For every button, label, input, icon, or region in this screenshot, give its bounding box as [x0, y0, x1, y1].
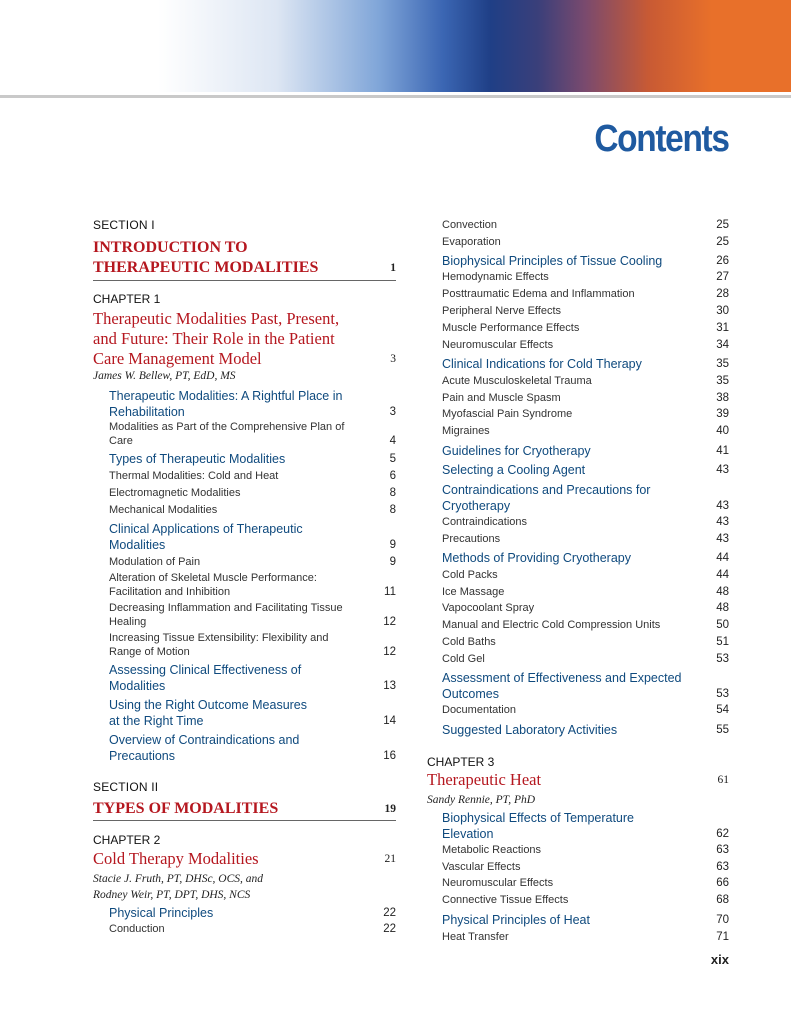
entry-title: Conduction	[109, 923, 165, 935]
entry-title: Overview of Contraindications and Precautions	[109, 733, 300, 763]
entry-title: Vascular Effects	[442, 861, 521, 873]
toc-subheading-entry[interactable]	[427, 305, 729, 319]
entry-page-number: 22	[383, 907, 396, 919]
header-banner	[0, 0, 791, 92]
entry-page-number: 43	[716, 500, 729, 512]
entry-title: Physical Principles of Heat	[442, 913, 590, 927]
entry-page-number: 44	[716, 569, 729, 581]
entry-page-number: 63	[716, 861, 729, 873]
entry-title: Manual and Electric Cold Compression Units	[442, 619, 661, 631]
entry-title: Myofascial Pain Syndrome	[442, 408, 573, 420]
toc-subheading-entry[interactable]	[93, 487, 396, 501]
entry-title: Posttraumatic Edema and Inflammation	[442, 288, 635, 300]
entry-title: Convection	[442, 219, 498, 231]
entry-page-number: 54	[716, 704, 729, 716]
toc-subheading-entry[interactable]	[427, 339, 729, 353]
entry-title: Types of Therapeutic Modalities	[109, 452, 286, 466]
toc-heading-entry[interactable]	[427, 253, 729, 269]
toc-subheading-entry[interactable]	[93, 421, 396, 448]
entry-page-number: 44	[716, 552, 729, 564]
entry-title: Alteration of Skeletal Muscle Performance: Facilitation and Inhibition	[109, 572, 317, 598]
entry-title: Modulation of Pain	[109, 556, 201, 568]
entry-title: CHAPTER 1	[93, 292, 161, 306]
toc-subheading-entry[interactable]	[427, 861, 729, 875]
entry-page-number: 61	[717, 774, 729, 786]
entry-page-number: 51	[716, 636, 729, 648]
toc-subheading-entry[interactable]	[93, 572, 396, 599]
toc-heading-entry[interactable]	[427, 356, 729, 372]
toc-subheading-entry[interactable]	[427, 894, 729, 908]
section-title[interactable]	[93, 799, 396, 819]
entry-page-number: 5	[389, 453, 396, 465]
entry-page-number: 31	[716, 322, 729, 334]
entry-title: Metabolic Reactions	[442, 844, 542, 856]
chapter-label	[93, 833, 396, 847]
entry-title: James W. Bellew, PT, EdD, MS	[93, 370, 236, 382]
header-rule	[0, 95, 791, 98]
toc-heading-entry[interactable]	[427, 810, 729, 842]
page-number: xix	[710, 952, 729, 967]
toc-subheading-entry[interactable]	[427, 586, 729, 600]
entry-title: CHAPTER 3	[427, 755, 495, 769]
chapter-title[interactable]	[93, 309, 396, 369]
entry-title: Neuromuscular Effects	[442, 339, 554, 351]
toc-heading-entry[interactable]	[93, 905, 396, 921]
toc-heading-entry[interactable]	[93, 732, 396, 764]
entry-title: Therapeutic Modalities: A Rightful Place in Rehabilitation	[109, 389, 343, 419]
chapter-title[interactable]	[93, 849, 396, 869]
entry-page-number: 39	[716, 408, 729, 420]
entry-title: Increasing Tissue Extensibility: Flexibility and Range of Motion	[109, 632, 329, 658]
entry-page-number: 53	[716, 688, 729, 700]
toc-subheading-entry[interactable]	[427, 704, 729, 718]
entry-title: Acute Musculoskeletal Trauma	[442, 375, 592, 387]
toc-heading-entry[interactable]	[427, 482, 729, 514]
entry-page-number: 8	[389, 487, 396, 499]
toc-heading-entry[interactable]	[93, 521, 396, 553]
entry-title: Cold Packs	[442, 569, 498, 581]
entry-title: Contraindications and Precautions for Cryotherapy	[442, 483, 651, 513]
toc-subheading-entry[interactable]	[427, 619, 729, 633]
entry-title: Hemodynamic Effects	[442, 271, 549, 283]
entry-page-number: 34	[716, 339, 729, 351]
entry-page-number: 13	[383, 680, 396, 692]
toc-subheading-entry[interactable]	[427, 516, 729, 530]
entry-title: Migraines	[442, 425, 490, 437]
toc-heading-entry[interactable]	[427, 550, 729, 566]
entry-title: SECTION I	[93, 218, 155, 232]
entry-page-number: 8	[389, 504, 396, 516]
section-divider	[93, 820, 396, 821]
entry-page-number: 3	[390, 353, 396, 365]
toc-subheading-entry[interactable]	[427, 219, 729, 233]
entry-page-number: 35	[716, 358, 729, 370]
toc-subheading-entry[interactable]	[427, 425, 729, 439]
entry-title: Therapeutic Heat	[427, 770, 542, 789]
entry-title: Assessment of Effectiveness and Expected Outcomes	[442, 671, 682, 701]
entry-page-number: 70	[716, 914, 729, 926]
entry-title: Peripheral Nerve Effects	[442, 305, 562, 317]
entry-title: Precautions	[442, 533, 501, 545]
entry-title: Biophysical Principles of Tissue Cooling	[442, 254, 663, 268]
entry-page-number: 11	[384, 585, 396, 598]
toc-subheading-entry[interactable]	[427, 375, 729, 389]
toc-heading-entry[interactable]	[427, 462, 729, 478]
entry-title: SECTION II	[93, 780, 159, 794]
toc-subheading-entry[interactable]	[93, 470, 396, 484]
entry-title: Suggested Laboratory Activities	[442, 723, 618, 737]
entry-page-number: 25	[716, 219, 729, 231]
toc-subheading-entry[interactable]	[427, 408, 729, 422]
chapter-label	[427, 755, 729, 769]
entry-page-number: 4	[389, 434, 396, 447]
entry-page-number: 28	[716, 288, 729, 300]
chapter-title[interactable]	[427, 770, 729, 790]
entry-page-number: 26	[716, 255, 729, 267]
entry-title: Methods of Providing Cryotherapy	[442, 551, 631, 565]
entry-page-number: 30	[716, 305, 729, 317]
entry-title: Contraindications	[442, 516, 527, 528]
entry-page-number: 16	[383, 750, 396, 762]
entry-title: Modalities as Part of the Comprehensive Plan of Care	[109, 421, 345, 447]
entry-page-number: 22	[383, 923, 396, 935]
entry-page-number: 41	[716, 445, 729, 457]
entry-title: Assessing Clinical Effectiveness of Modalities	[109, 663, 302, 693]
entry-page-number: 25	[716, 236, 729, 248]
toc-heading-entry[interactable]	[427, 443, 729, 459]
entry-page-number: 6	[389, 470, 396, 482]
entry-title: Electromagnetic Modalities	[109, 487, 241, 499]
entry-page-number: 3	[389, 406, 396, 418]
entry-page-number: 9	[389, 539, 396, 551]
entry-page-number: 43	[716, 516, 729, 528]
section-label	[93, 780, 396, 794]
entry-title: Clinical Indications for Cold Therapy	[442, 357, 642, 371]
chapter-author	[427, 792, 729, 808]
toc-subheading-entry[interactable]	[427, 602, 729, 616]
entry-title: Documentation	[442, 704, 516, 716]
entry-title: Muscle Performance Effects	[442, 322, 580, 334]
entry-page-number: 40	[716, 425, 729, 437]
toc-subheading-entry[interactable]	[93, 632, 396, 659]
toc-heading-entry[interactable]	[93, 662, 396, 694]
entry-title: Using the Right Outcome Measures at the Right Time	[109, 698, 308, 728]
entry-title: Physical Principles	[109, 906, 214, 920]
entry-page-number: 66	[716, 877, 729, 889]
entry-title: Cold Gel	[442, 653, 485, 665]
entry-title: Evaporation	[442, 236, 501, 248]
entry-page-number: 55	[716, 724, 729, 736]
entry-page-number: 50	[716, 619, 729, 631]
toc-subheading-entry[interactable]	[427, 569, 729, 583]
chapter-author	[93, 871, 396, 903]
toc-heading-entry[interactable]	[93, 451, 396, 467]
entry-title: Thermal Modalities: Cold and Heat	[109, 470, 279, 482]
toc-subheading-entry[interactable]	[427, 322, 729, 336]
toc-subheading-entry[interactable]	[427, 288, 729, 302]
toc-subheading-entry[interactable]	[427, 392, 729, 406]
entry-page-number: 48	[716, 586, 729, 598]
entry-page-number: 53	[716, 653, 729, 665]
entry-title: Decreasing Inflammation and Facilitating Tissue Healing	[109, 602, 343, 628]
toc-heading-entry[interactable]	[427, 670, 729, 702]
toc-subheading-entry[interactable]	[427, 931, 729, 945]
entry-page-number: 68	[716, 894, 729, 906]
entry-title: CHAPTER 2	[93, 833, 161, 847]
entry-page-number: 71	[716, 931, 729, 943]
chapter-author	[93, 368, 396, 384]
entry-page-number: 9	[389, 556, 396, 568]
entry-title: Cold Therapy Modalities	[93, 849, 259, 868]
toc-subheading-entry[interactable]	[427, 653, 729, 667]
entry-title: Therapeutic Modalities Past, Present, and Future: Their Role in the Patient Care Management Model	[93, 309, 340, 368]
entry-title: Connective Tissue Effects	[442, 894, 569, 906]
entry-page-number: 35	[716, 375, 729, 387]
toc-subheading-entry[interactable]	[93, 602, 396, 629]
toc-heading-entry[interactable]	[427, 722, 729, 738]
section-divider	[93, 280, 396, 281]
toc-heading-entry[interactable]	[427, 912, 729, 928]
toc-subheading-entry[interactable]	[93, 923, 396, 937]
entry-title: Vapocoolant Spray	[442, 602, 535, 614]
entry-page-number: 12	[383, 615, 396, 628]
entry-title: Selecting a Cooling Agent	[442, 463, 586, 477]
toc-subheading-entry[interactable]	[427, 636, 729, 650]
entry-title: Clinical Applications of Therapeutic Modalities	[109, 522, 303, 552]
entry-title: Cold Baths	[442, 636, 496, 648]
entry-page-number: 43	[716, 464, 729, 476]
toc-subheading-entry[interactable]	[427, 533, 729, 547]
toc-subheading-entry[interactable]	[427, 236, 729, 250]
entry-title: Ice Massage	[442, 586, 505, 598]
entry-title: Heat Transfer	[442, 931, 509, 943]
entry-page-number: 21	[384, 853, 396, 865]
section-label	[93, 218, 396, 232]
toc-heading-entry[interactable]	[93, 388, 396, 420]
entry-page-number: 12	[383, 645, 396, 658]
entry-title: Biophysical Effects of Temperature Elevation	[442, 811, 634, 841]
entry-page-number: 43	[716, 533, 729, 545]
entry-page-number: 1	[390, 262, 396, 274]
toc-subheading-entry[interactable]	[93, 556, 396, 570]
entry-page-number: 63	[716, 844, 729, 856]
entry-title: Mechanical Modalities	[109, 504, 218, 516]
chapter-label	[93, 292, 396, 306]
toc-subheading-entry[interactable]	[427, 877, 729, 891]
entry-title: Sandy Rennie, PT, PhD	[427, 794, 536, 806]
entry-page-number: 14	[383, 715, 396, 727]
page-title: Contents	[594, 118, 729, 160]
entry-page-number: 27	[716, 271, 729, 283]
entry-title: Neuromuscular Effects	[442, 877, 554, 889]
toc-subheading-entry[interactable]	[427, 271, 729, 285]
toc-subheading-entry[interactable]	[93, 504, 396, 518]
section-title[interactable]	[93, 238, 396, 278]
entry-page-number: 38	[716, 392, 729, 404]
entry-title: Guidelines for Cryotherapy	[442, 444, 591, 458]
entry-page-number: 19	[384, 803, 396, 815]
toc-subheading-entry[interactable]	[427, 844, 729, 858]
entry-title: TYPES OF MODALITIES	[93, 800, 279, 817]
entry-title: Pain and Muscle Spasm	[442, 392, 561, 404]
entry-page-number: 48	[716, 602, 729, 614]
toc-heading-entry[interactable]	[93, 697, 396, 729]
entry-page-number: 62	[716, 828, 729, 840]
entry-title: Stacie J. Fruth, PT, DHSc, OCS, and Rodney Weir, PT, DPT, DHS, NCS	[93, 873, 264, 901]
entry-title: INTRODUCTION TO THERAPEUTIC MODALITIES	[93, 239, 319, 276]
